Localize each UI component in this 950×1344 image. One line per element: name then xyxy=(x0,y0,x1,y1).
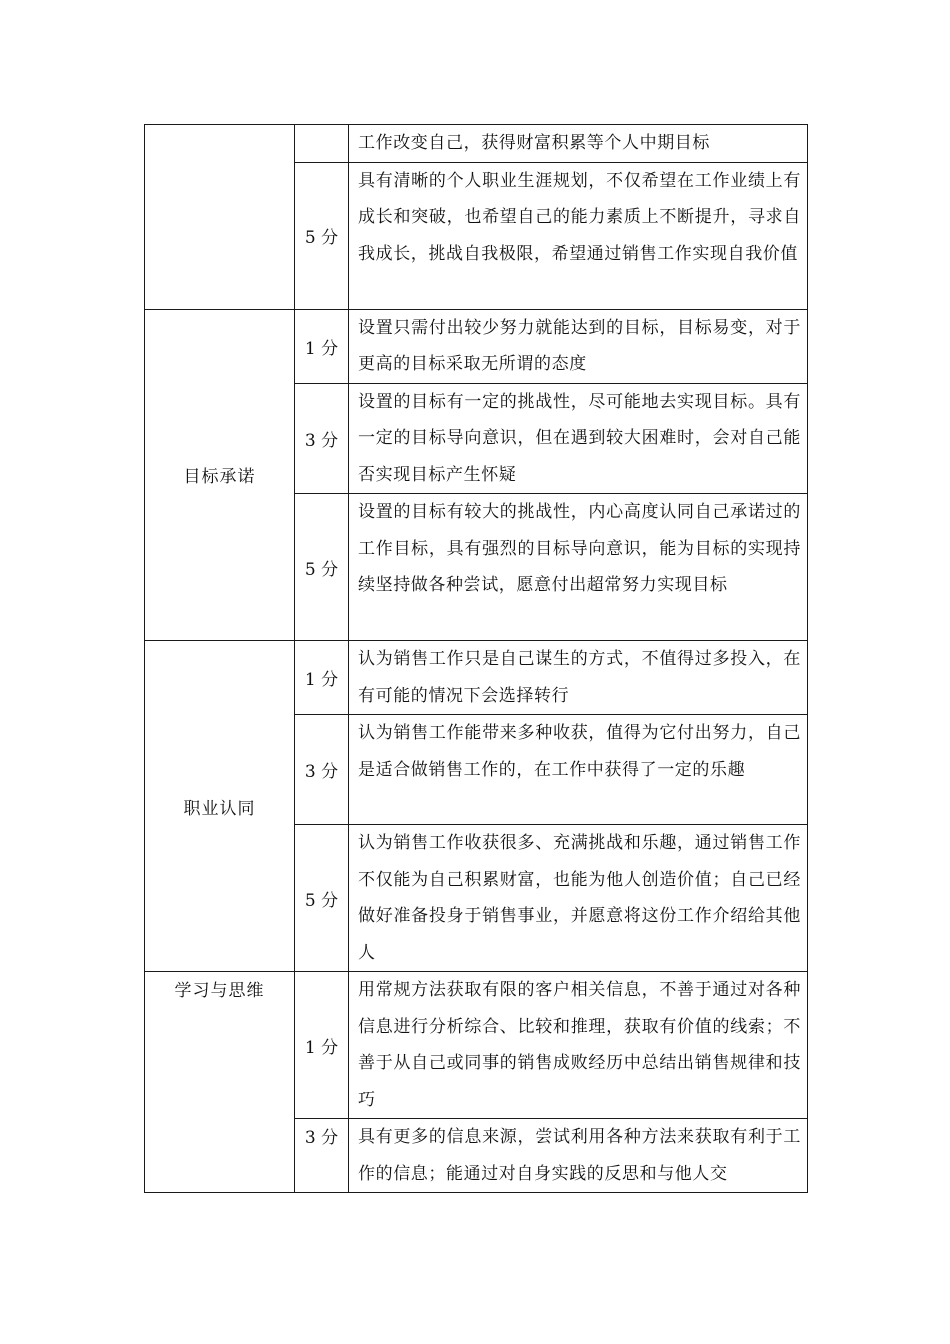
category-cell-learning-thinking: 学习与思维 xyxy=(145,972,295,1193)
table-row xyxy=(145,972,808,1119)
description-cell: 用常规方法获取有限的客户相关信息，不善于通过对各种信息进行分析综合、比较和推理，获取有价值的线索；不善于从自己或同事的销售成败经历中总结出销售规律和技巧 xyxy=(349,972,808,1119)
score-cell: 3 分 xyxy=(295,383,349,494)
score-cell: 5 分 xyxy=(295,825,349,972)
table-row xyxy=(145,125,808,163)
score-cell: 5 分 xyxy=(295,162,349,309)
description-cell: 设置只需付出较少努力就能达到的目标，目标易变，对于更高的目标采取无所谓的态度 xyxy=(349,309,808,383)
category-cell-goal-commitment: 目标承诺 xyxy=(145,309,295,641)
category-cell-continued xyxy=(145,125,295,310)
description-cell: 工作改变自己，获得财富积累等个人中期目标 xyxy=(349,125,808,163)
score-cell: 3 分 xyxy=(295,715,349,825)
description-cell: 具有清晰的个人职业生涯规划，不仅希望在工作业绩上有成长和突破，也希望自己的能力素质上不断提升，寻求自我成长，挑战自我极限，希望通过销售工作实现自我价值 xyxy=(349,162,808,309)
table-row xyxy=(145,309,808,383)
category-cell-career-identity: 职业认同 xyxy=(145,641,295,972)
description-cell: 认为销售工作收获很多、充满挑战和乐趣，通过销售工作不仅能为自己积累财富，也能为他人创造价值；自己已经做好准备投身于销售事业，并愿意将这份工作介绍给其他人 xyxy=(349,825,808,972)
description-cell: 具有更多的信息来源，尝试利用各种方法来获取有利于工作的信息；能通过对自身实践的反思和与他人交 xyxy=(349,1119,808,1193)
score-cell: 1 分 xyxy=(295,641,349,715)
score-cell: 3 分 xyxy=(295,1119,349,1193)
score-cell: 1 分 xyxy=(295,309,349,383)
description-cell: 认为销售工作能带来多种收获，值得为它付出努力，自己是适合做销售工作的，在工作中获得了一定的乐趣 xyxy=(349,715,808,825)
score-cell-empty xyxy=(295,125,349,163)
evaluation-table xyxy=(144,124,808,1193)
score-cell: 1 分 xyxy=(295,972,349,1119)
description-cell: 设置的目标有一定的挑战性，尽可能地去实现目标。具有一定的目标导向意识，但在遇到较大困难时，会对自己能否实现目标产生怀疑 xyxy=(349,383,808,494)
score-cell: 5 分 xyxy=(295,494,349,641)
description-cell: 设置的目标有较大的挑战性，内心高度认同自己承诺过的工作目标，具有强烈的目标导向意识，能为目标的实现持续坚持做各种尝试，愿意付出超常努力实现目标 xyxy=(349,494,808,641)
table-row xyxy=(145,641,808,715)
description-cell: 认为销售工作只是自己谋生的方式，不值得过多投入，在有可能的情况下会选择转行 xyxy=(349,641,808,715)
